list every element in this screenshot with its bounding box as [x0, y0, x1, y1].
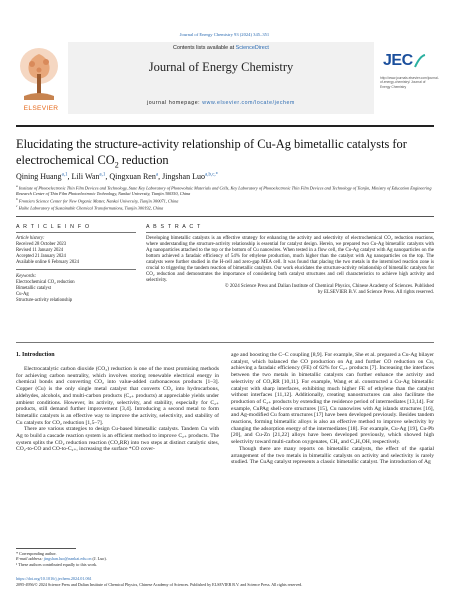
keywords: [16, 274, 136, 304]
keyword: Structure-activity relationship: [16, 298, 73, 303]
author-list: Qining Huang$^{a,1}$, Lili Wan$^{a,1}$, Qingxuan Ren$^a$, Jingshan Luo$^{a,b,c,*}$: [16, 172, 219, 181]
journal-citation[interactable]: Journal of Energy Chemistry 93 (2024) 345–351: [179, 32, 270, 37]
author-name[interactable]: Jingshan Luo: [162, 172, 205, 181]
author-sup[interactable]: a,b,c,*: [204, 172, 219, 178]
header-divider: [16, 125, 434, 127]
body-column-left: [16, 366, 219, 453]
keyword: Electrochemical CO₂ reduction: [16, 280, 75, 285]
affiliation-sup: a: [16, 184, 18, 188]
introduction-heading: 1. Introduction: [16, 352, 55, 358]
homepage-link[interactable]: www.elsevier.com/locate/jechem: [202, 100, 295, 106]
article-info-rule: [16, 232, 136, 233]
article-history: [16, 236, 136, 266]
affiliation-sup: c: [16, 203, 18, 208]
doi-link[interactable]: https://doi.org/10.1016/j.jechem.2024.01.061: [16, 576, 92, 581]
jec-logo-text: JEC: [383, 52, 413, 69]
article-title: [16, 137, 434, 172]
jec-cover-logo: [374, 42, 439, 114]
jec-subtitle: http://www.journals.elsevier.com/journal-of-energy-chemistry/ Journal of Energy Chemistry: [380, 76, 439, 89]
author-name[interactable]: Lili Wan: [71, 172, 100, 181]
history-label: Article history:: [16, 236, 45, 241]
body-paragraph: There are various strategies to design Cu-based bimetallic catalysts. Tandem Cu with Ag to build a cascade reaction system is an efficient method to improve C₂₊ products. The system splits the CO₂ reduction reaction (CO₂RR) into two steps at distinct catalytic sites, CO₂-to-CO and CO-to-C₂₊, increasing the surface *CO cover-: [16, 426, 219, 453]
affiliation: [16, 197, 434, 204]
contents-prefix: Contents lists available at: [173, 45, 236, 51]
journal-title: Journal of Energy Chemistry: [148, 60, 294, 74]
email-label: E-mail address:: [16, 556, 44, 562]
abstract-text: [146, 236, 434, 296]
abstract-copyright-2: by ELSEVIER B.V. and Science Press. All rights reserved.: [317, 289, 434, 295]
affiliation-text: Frontiers Science Center for New Organic Matter, Nankai University, Tianjin 300071, China: [18, 198, 179, 204]
body-paragraph: Though there are many reports on bimetallic catalysts, the effect of the spatial arrangement of the two metals in bimetallic catalysts on activity and selectivity is rarely studied. The CuAg catalyst represents a classic bimetallic catalyst. The introduction of Ag: [231, 445, 434, 466]
section-divider: [16, 216, 434, 217]
affiliations: [16, 184, 434, 211]
author-sup[interactable]: a,1: [99, 172, 106, 178]
keyword: Cu-Ag: [16, 292, 29, 297]
journal-homepage-line: [68, 100, 374, 106]
abstract-rule: [146, 232, 434, 233]
abstract-body: Developing bimetallic catalysts is an effective strategy for enhancing the activity and selectivity of electrochemical CO₂ reduction reactions, where understanding the structure-activity relationship is essential for catalyst design. Herein, we prepared two Cu-Ag bimetallic catalysts with Ag nanoparticles attached to the top or the bottom of Cu nanowires. When tested in a flow cell, the Cu-Ag catalyst with Ag nanoparticles on the bottom achieved a faradaic efficiency of 54% for ethylene production, much higher than the catalyst with Ag nanoparticles on the top. The catalysts were further studied in the H-cell and zero-gap MEA cell. It was found that placing the two metals in the intermixed reaction zone is crucial to triggering the tandem reaction of bimetallic catalysts. Our work elucidates the structure-activity relationship of bimetallic catalysts for CO₂ reduction and demonstrates the importance of considering both catalyst structures and cell characteristics to achieve high activity and selectivity.: [146, 236, 434, 283]
affiliation-sup: b: [16, 196, 18, 201]
history-accepted: Accepted 21 January 2024: [16, 253, 66, 259]
journal-header: [16, 40, 439, 122]
equal-contribution-note: ¹ These authors contributed equally to this work.: [16, 561, 98, 567]
elsevier-tree-logo: [16, 44, 62, 106]
history-revised: Revised 11 January 2024: [16, 247, 64, 253]
history-online: Available online 6 February 2024: [16, 259, 79, 265]
affiliation-text: Haihe Laboratory of Sustainable Chemical Transformations, Tianjin 300192, China: [18, 205, 164, 211]
homepage-prefix: journal homepage:: [147, 100, 203, 106]
author-sup[interactable]: a,1: [61, 172, 68, 178]
title-subscript: 2: [114, 159, 119, 169]
issn-copyright: 2095-4956/© 2024 Science Press and Dalian Institute of Chemical Physics, Chinese Academy of Sciences. Published by ELSEVIER B.V. and Science Press. All rights reserved.: [16, 582, 303, 587]
body-paragraph: Electrocatalytic carbon dioxide (CO₂) reduction is one of the most promising methods for achieving carbon neutrality, which involves storing renewable electrical energy in chemical bonds and converting CO₂ into value-added carbonaceous products [1–3]. Copper (Cu) is the only single metal catalyst that converts CO₂ into hydrocarbons, aldehydes, alcohols, and multi-carbon products (C₂₊ products) at appreciable yields under ambient conditions. However, its activity, selectivity, and stability, especially for C₂₊ products, still demand further improvement [3,4]. Introducing a second metal to form bimetallic catalysts is an effective way to improve the activity, selectivity, and stability of Cu catalysts for CO₂ reduction [1,5–7].: [16, 366, 219, 426]
abstract-heading: A B S T R A C T: [146, 224, 202, 230]
title-end: reduction: [118, 152, 169, 167]
footnotes: [16, 551, 219, 567]
keywords-label: Keywords:: [16, 274, 37, 279]
history-received: Received 28 October 2023: [16, 241, 67, 247]
body-paragraph: age and boosting the C–C coupling [8,9]. For example, She et al. prepared a Cu-Ag bilayer catalyst, which balanced the CO production on Ag and further CO reduction on Cu, achieving a faradaic efficiency (FE) of 62% for C₂₊ products [7]. Increasing the interfaces between the two metals in bimetallic catalysts can further enhance the activity and selectivity of CO₂RR [10,11]. For example, Wang et al. constructed a Cu-Ag bimetallic catalyst with sharp interfaces, exhibiting much higher FE of ethylene than the catalyst without interfaces [11,12]. Additionally, creating nanostructures can also facilitate the production of C₂₊ products by extending the residence period of intermediates [13,14]. For example, CuPAg shell-core structures [15], Cu nanowires with Ag islands structures [16], and Ag-modified Cu foam structures [17] have been developed previously. Besides tandem reactions, forming bimetallic alloys is also an effective method to improve selectivity by changing the adsorption energy of the intermediates [18]. For example, Cu-Ag [19], Cu-Pb [20], and Cu-Zn [21,22] alloys have been developed previously, which showed high selectivity toward multi-carbon oxygenates, CH₄ and C₂H₅OH, respectively.: [231, 352, 434, 446]
author-name[interactable]: Qingxuan Ren: [109, 172, 156, 181]
contents-available-line: [68, 45, 374, 51]
corresponding-author-note: * Corresponding author.: [16, 551, 57, 556]
abstract-bottom-rule: [16, 342, 434, 343]
affiliation: [16, 184, 434, 197]
keywords-rule: [16, 269, 136, 270]
abstract-copyright-1: © 2024 Science Press and Dalian Institute of Chemical Physics, Chinese Academy of Sciences. Published: [224, 283, 434, 289]
author-sup[interactable]: a: [155, 172, 159, 178]
email-link[interactable]: jingshan.luo@nankai.edu.cn: [43, 556, 92, 562]
journal-header-box: [68, 42, 374, 114]
publisher-name: ELSEVIER: [23, 105, 59, 112]
email-suffix: (J. Luo).: [91, 556, 107, 562]
article-info-heading: A R T I C L E I N F O: [16, 224, 91, 230]
jec-swoosh-icon: [414, 54, 426, 68]
keyword: Bimetallic catalyst: [16, 286, 52, 291]
footnote-rule: [16, 548, 76, 549]
author-name[interactable]: Qining Huang: [16, 172, 62, 181]
sciencedirect-link[interactable]: ScienceDirect: [235, 45, 269, 51]
body-column-right: [231, 352, 434, 466]
affiliation: [16, 204, 434, 211]
title-text: Elucidating the structure-activity relationship of Cu-Ag bimetallic catalysts for electrochemical CO: [16, 137, 407, 167]
affiliation-text: Institute of Photoelectronic Thin Film Devices and Technology, State Key Laboratory of Photovoltaic Materials and Cells, Key Laboratory of Photoelectronic Thin Film Devices and Technology of Tianjin, Ministry of Education Engineering Research Center of Thin Film Photoelectronic Technology, Nankai University, Tianjin 300350, China: [16, 185, 432, 197]
